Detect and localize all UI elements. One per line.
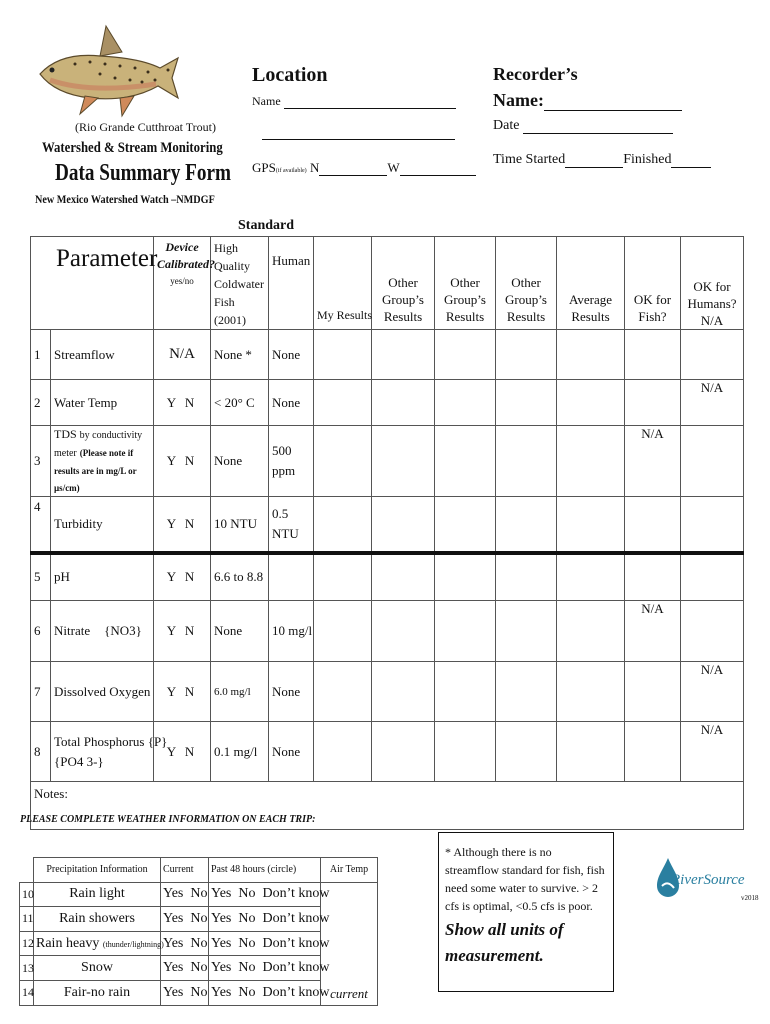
other-group-cell[interactable]	[435, 497, 496, 553]
past-yes-no[interactable]: Yes No Don’t know	[209, 882, 321, 907]
row-parameter: Water Temp	[51, 380, 154, 426]
row-human-standard: None	[269, 722, 314, 782]
table-header-row	[31, 237, 744, 330]
average-cell[interactable]	[557, 426, 625, 497]
organization: New Mexico Watershed Watch –NMDGF	[35, 192, 215, 206]
precip-header: Precipitation Information	[34, 858, 161, 883]
other-group-cell[interactable]	[435, 662, 496, 722]
ok-humans-cell[interactable]	[681, 722, 744, 782]
na-label: N/A	[700, 662, 724, 677]
row-parameter: Streamflow	[51, 330, 154, 380]
gps-w-label: W	[387, 160, 400, 175]
ok-humans-cell[interactable]	[681, 380, 744, 426]
finished-field[interactable]	[671, 154, 711, 168]
recorder-heading: Recorder’s	[493, 64, 578, 84]
table-row	[31, 601, 744, 662]
my-results-cell[interactable]	[314, 380, 372, 426]
average-cell[interactable]	[557, 330, 625, 380]
row-device[interactable]: Y N	[154, 426, 211, 497]
row-fish-standard: None	[211, 601, 269, 662]
riversource-name: RiverSource	[671, 872, 745, 888]
row-number: 3	[31, 426, 51, 497]
version-label: v2018	[741, 894, 759, 902]
other-group-1-header-a: Other	[388, 275, 418, 290]
my-results-cell[interactable]	[314, 601, 372, 662]
row-parameter-formula: {NO3}	[104, 623, 142, 638]
average-header-b: Results	[571, 309, 610, 324]
row-human-standard: None	[269, 662, 314, 722]
row-fish-standard: 10 NTU	[211, 497, 269, 553]
ok-humans-header-b: Humans?	[687, 296, 737, 311]
current-yes-no[interactable]: Yes No	[161, 980, 209, 1005]
weather-table	[19, 857, 378, 1006]
row-number: 1	[31, 330, 51, 380]
other-group-cell[interactable]	[372, 553, 435, 601]
table-row	[31, 330, 744, 380]
ok-fish-cell[interactable]	[625, 330, 681, 380]
row-number: 4	[31, 497, 51, 553]
data-table	[30, 236, 744, 830]
row-human-standard-unit: NTU	[272, 525, 299, 541]
device-header-2: Calibrated?	[157, 257, 216, 271]
average-cell[interactable]	[557, 662, 625, 722]
other-group-cell[interactable]	[435, 722, 496, 782]
average-cell[interactable]	[557, 722, 625, 782]
my-results-cell[interactable]	[314, 426, 372, 497]
notes-label: Notes:	[34, 786, 68, 801]
other-group-cell[interactable]	[496, 426, 557, 497]
location-name-label: Name	[252, 94, 281, 108]
device-header: Device	[165, 240, 199, 254]
weather-row-number: 14	[20, 980, 34, 1005]
row-number: 5	[31, 553, 51, 601]
other-group-cell[interactable]	[435, 380, 496, 426]
row-parameter-note: by conductivity	[79, 430, 143, 441]
row-number: 6	[31, 601, 51, 662]
other-group-3-header-b: Group’s	[505, 292, 547, 307]
weather-header-row	[20, 858, 378, 883]
ok-humans-cell[interactable]	[681, 497, 744, 553]
row-number: 7	[31, 662, 51, 722]
ok-humans-na-1: N/A	[700, 313, 724, 328]
finished-label: Finished	[623, 152, 672, 167]
location-name-row	[252, 94, 456, 109]
row-device: N/A	[154, 330, 211, 380]
other-group-cell[interactable]	[496, 722, 557, 782]
recorder-name-field[interactable]	[544, 93, 682, 111]
past-yes-no[interactable]: Yes No Don’t know	[209, 907, 321, 932]
table-row	[31, 426, 744, 497]
na-label: N/A	[700, 722, 724, 737]
row-parameter-note-3: (Please note if results are in mg/L or µs/cm)	[54, 448, 137, 493]
other-group-cell[interactable]	[496, 380, 557, 426]
other-group-2-header-c: Results	[445, 309, 485, 324]
average-cell[interactable]	[557, 497, 625, 553]
ok-humans-cell[interactable]	[681, 330, 744, 380]
current-yes-no[interactable]: Yes No	[161, 882, 209, 907]
ok-humans-header-a: OK for	[693, 279, 731, 294]
current-yes-no[interactable]: Yes No	[161, 956, 209, 981]
other-group-1-header-b: Group’s	[382, 292, 424, 307]
row-fish-standard: None *	[211, 330, 269, 380]
other-group-2-header-a: Other	[450, 275, 480, 290]
row-parameter: TDS	[54, 427, 77, 441]
weather-row-label-note: (thunder/lightning)	[102, 939, 164, 949]
ok-fish-cell[interactable]	[625, 553, 681, 601]
my-results-cell[interactable]	[314, 722, 372, 782]
other-group-cell[interactable]	[372, 497, 435, 553]
other-group-cell[interactable]	[496, 553, 557, 601]
device-header-3: yes/no	[170, 276, 194, 286]
location-name-line2[interactable]	[262, 126, 455, 140]
past-yes-no[interactable]: Yes No Don’t know	[209, 956, 321, 981]
row-device[interactable]: Y N	[154, 601, 211, 662]
location-heading: Location	[252, 64, 328, 86]
table-row	[31, 662, 744, 722]
other-group-cell[interactable]	[372, 426, 435, 497]
fish-header-1: High	[214, 241, 238, 255]
row-parameter: Nitrate	[54, 623, 91, 638]
date-field[interactable]	[523, 120, 673, 134]
average-header-a: Average	[568, 292, 613, 307]
other-group-cell[interactable]	[372, 330, 435, 380]
weather-row-number: 13	[20, 956, 34, 981]
riversource-logo	[653, 856, 743, 902]
past-48-header: Past 48 hours (circle)	[209, 858, 321, 883]
other-group-cell[interactable]	[372, 722, 435, 782]
standard-heading: Standard	[238, 218, 295, 233]
row-fish-standard: 6.0 mg/l	[211, 662, 269, 722]
row-fish-standard: 6.6 to 8.8	[211, 553, 269, 601]
other-group-cell[interactable]	[435, 553, 496, 601]
time-started-field[interactable]	[565, 154, 623, 168]
weather-row-number: 12	[20, 931, 34, 956]
row-human-standard: 10 mg/l	[269, 601, 314, 662]
row-device[interactable]: Y N	[154, 553, 211, 601]
air-temp-current: current	[330, 985, 368, 1001]
current-yes-no[interactable]: Yes No	[161, 931, 209, 956]
average-cell[interactable]	[557, 380, 625, 426]
gps-n-field[interactable]	[319, 163, 387, 176]
row-device[interactable]: Y N	[154, 380, 211, 426]
current-header: Current	[161, 858, 209, 883]
row-parameter-formula: {PO4 3-}	[54, 753, 104, 769]
other-group-3-header-c: Results	[506, 309, 546, 324]
row-fish-standard: 0.1 mg/l	[211, 722, 269, 782]
other-group-cell[interactable]	[496, 662, 557, 722]
ok-humans-cell[interactable]	[681, 426, 744, 497]
human-header: Human	[269, 237, 314, 330]
footnote-box	[438, 832, 614, 992]
ok-fish-cell[interactable]	[625, 497, 681, 553]
weather-row-number: 10	[20, 882, 34, 907]
average-cell[interactable]	[557, 553, 625, 601]
row-fish-standard: < 20° C	[211, 380, 269, 426]
row-number: 8	[31, 722, 51, 782]
weather-instruction-text: PLEASE COMPLETE WEATHER INFORMATION ON EACH TRIP:	[20, 814, 316, 825]
gps-note: (if available)	[275, 168, 307, 174]
date-label: Date	[493, 118, 520, 133]
row-parameter: Total Phosphorus {P}	[54, 733, 168, 749]
ok-fish-cell[interactable]	[625, 722, 681, 782]
other-group-2-header-b: Group’s	[444, 292, 486, 307]
other-group-cell[interactable]	[372, 380, 435, 426]
footnote-text: * Although there is no streamflow standard for fish, fish need some water to survive. > 2 cfs is optimal, <0.5 cfs is poor.	[445, 845, 605, 913]
past-yes-no[interactable]: Yes No Don’t know	[209, 980, 321, 1005]
recorder-name-row	[493, 90, 682, 111]
average-cell[interactable]	[557, 601, 625, 662]
row-human-standard: None	[269, 380, 314, 426]
table-row	[31, 722, 744, 782]
gps-label: GPS	[252, 160, 276, 175]
recorder-name-label: Name:	[493, 90, 544, 110]
row-parameter: Dissolved Oxygen	[51, 662, 154, 722]
na-label: N/A	[700, 380, 724, 395]
fish-header-3: Coldwater	[214, 277, 264, 291]
air-temp-header: Air Temp	[321, 858, 378, 883]
logo-caption: (Rio Grande Cutthroat Trout)	[75, 120, 216, 134]
form-title: Data Summary Form	[55, 160, 231, 186]
other-group-3-header-a: Other	[511, 275, 541, 290]
other-group-cell[interactable]	[435, 426, 496, 497]
time-started-label: Time Started	[493, 152, 566, 167]
row-device[interactable]: Y N	[154, 722, 211, 782]
other-group-cell[interactable]	[372, 662, 435, 722]
date-row	[493, 118, 673, 134]
my-results-cell[interactable]	[314, 497, 372, 553]
table-row	[31, 380, 744, 426]
gps-n-label: N	[309, 160, 320, 175]
my-results-header: My Results	[314, 237, 372, 330]
time-row	[493, 152, 711, 168]
other-group-cell[interactable]	[496, 497, 557, 553]
row-human-standard	[269, 553, 314, 601]
other-group-cell[interactable]	[496, 601, 557, 662]
other-group-1-header-c: Results	[383, 309, 423, 324]
row-human-standard-unit: ppm	[272, 463, 296, 478]
row-number: 2	[31, 380, 51, 426]
parameter-header: Parameter	[56, 245, 158, 272]
weather-row-label: Rain heavy	[36, 935, 100, 951]
current-yes-no[interactable]: Yes No	[161, 907, 209, 932]
fish-header-2: Quality	[214, 259, 250, 273]
na-label: N/A	[641, 426, 664, 441]
ok-fish-cell[interactable]	[625, 426, 681, 497]
trout-illustration	[30, 22, 180, 122]
my-results-cell[interactable]	[314, 553, 372, 601]
row-human-standard: 500	[272, 443, 292, 458]
table-row	[31, 497, 744, 553]
ok-fish-header-a: OK for	[633, 292, 672, 307]
ok-humans-cell[interactable]	[681, 662, 744, 722]
weather-row-number: 11	[20, 907, 34, 932]
row-parameter: Turbidity	[51, 497, 154, 553]
ok-fish-header-b: Fish?	[638, 309, 667, 324]
location-name-field[interactable]	[284, 96, 456, 109]
weather-row-label: Snow	[34, 956, 161, 981]
ok-fish-cell[interactable]	[625, 662, 681, 722]
ok-fish-cell[interactable]	[625, 380, 681, 426]
my-results-cell[interactable]	[314, 662, 372, 722]
other-group-cell[interactable]	[372, 601, 435, 662]
ok-humans-cell[interactable]	[681, 601, 744, 662]
gps-row	[252, 160, 476, 176]
other-group-cell[interactable]	[435, 601, 496, 662]
row-device[interactable]: Y N	[154, 497, 211, 553]
row-human-standard: 0.5	[272, 505, 289, 521]
ok-fish-cell[interactable]	[625, 601, 681, 662]
weather-row-label: Fair-no rain	[34, 980, 161, 1005]
row-parameter: pH	[51, 553, 154, 601]
gps-w-field[interactable]	[400, 163, 476, 176]
other-group-cell[interactable]	[435, 330, 496, 380]
ok-humans-cell[interactable]	[681, 553, 744, 601]
na-label: N/A	[641, 601, 664, 616]
table-row	[31, 553, 744, 601]
weather-row	[20, 882, 378, 907]
fish-header-4: Fish (2001)	[214, 295, 246, 327]
form-subtitle: Watershed & Stream Monitoring	[42, 140, 223, 156]
row-human-standard: None	[269, 330, 314, 380]
my-results-cell[interactable]	[314, 330, 372, 380]
weather-instruction	[20, 814, 315, 825]
weather-row-label: Rain light	[34, 882, 161, 907]
row-device[interactable]: Y N	[154, 662, 211, 722]
row-parameter-note-2: meter	[54, 448, 77, 459]
other-group-cell[interactable]	[496, 330, 557, 380]
weather-row-label: Rain showers	[34, 907, 161, 932]
footnote-emphasis: Show all units of measurement.	[445, 920, 564, 965]
row-fish-standard: None	[211, 426, 269, 497]
past-yes-no[interactable]: Yes No Don’t know	[209, 931, 321, 956]
